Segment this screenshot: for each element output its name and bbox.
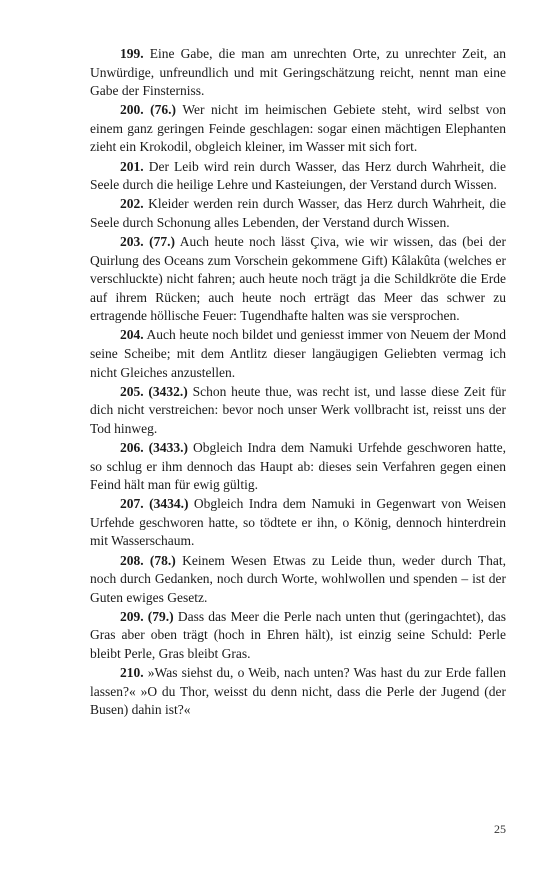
proverb-text: Auch heute noch lässt Çiva, wie wir wissen, das (bei der Quirlung des Oceans zum Vorschein gekommene Gift) Kâlakûta (welches er verschluckte) nicht fahren; auch heute noch trägt ja die Schildkröte die Erde auf ihrem Rücken; auch heute noch erträgt das Meer das schwer zu ertragende höllische Feuer: Tugendhafte halten was sie versprochen. [90, 233, 506, 324]
proverb-text: Obgleich Indra dem Namuki Urfehde geschworen hatte, so schlug er ihm dennoch das Haupt ab: dieses sein Verfahren gegen einen Feind hält man für ewig gültig. [90, 439, 507, 493]
proverb-text: Keinem Wesen Etwas zu Leide thun, weder durch That, noch durch Gedanken, noch durch Worte, wohlwollen und spenden – ist der Guten ewiges Gesetz. [90, 552, 506, 605]
proverb-entry [90, 101, 506, 157]
proverb-number: 201. [120, 158, 144, 174]
proverb-text: Eine Gabe, die man am unrechten Orte, zu unrechter Zeit, an Unwürdige, unfreundlich und mit Geringschätzung reicht, nennt man eine Gabe der Finsterniss. [90, 46, 507, 99]
proverb-entry [90, 608, 506, 664]
proverb-text: Schon heute thue, was recht ist, und lasse diese Zeit für dich nicht verstreichen: bevor noch unser Werk vollbracht ist, reisst uns der Tod hinweg. [90, 383, 507, 436]
proverb-number: 199. [120, 46, 144, 61]
proverb-entry [90, 233, 506, 326]
proverb-text: Obgleich Indra dem Namuki in Gegenwart von Weisen Urfehde geschworen hatte, so tödtete er ihn, o König, dennoch hinterdrein mit Wasserschaum. [90, 496, 506, 549]
proverb-entry [90, 495, 506, 551]
proverb-entry [90, 158, 506, 195]
proverb-entry [90, 439, 506, 495]
proverb-list [90, 45, 506, 720]
proverb-number: 205. (3432.) [120, 383, 188, 399]
proverb-entry [90, 383, 506, 439]
proverb-number: 206. (3433.) [120, 439, 188, 455]
proverb-entry [90, 195, 506, 232]
proverb-number: 202. [120, 196, 144, 212]
proverb-number: 200. (76.) [120, 102, 177, 118]
proverb-number: 203. (77.) [120, 233, 175, 249]
proverb-number: 208. (78.) [120, 552, 176, 568]
proverb-text: Wer nicht im heimischen Gebiete steht, wird selbst von einem ganz geringen Feinde geschlagen: sogar einen mächtigen Elephanten zieht ein Krokodil, obgleich kleiner, im Wasser mit sich fort. [90, 102, 506, 155]
proverb-text: »Was siehst du, o Weib, nach unten? Was hast du zur Erde fallen lassen?« »O du Thor, weisst du denn nicht, dass die Perle der Jugend (der Busen) dahin ist?« [90, 665, 506, 718]
proverb-entry [90, 664, 506, 720]
proverb-number: 210. [120, 665, 144, 681]
proverb-entry [90, 552, 506, 608]
proverb-text: Kleider werden rein durch Wasser, das Herz durch Wahrheit, die Seele durch Schonung alles Lebenden, der Verstand durch Wissen. [90, 196, 506, 230]
proverb-number: 204. [120, 327, 144, 343]
proverb-entry [90, 326, 506, 382]
proverb-text: Dass das Meer die Perle nach unten thut (geringachtet), das Gras aber oben trägt (hoch in Ehren hält), ist einzig seine Schuld: Perle bleibt Perle, Gras bleibt Gras. [90, 608, 506, 661]
proverb-text: Der Leib wird rein durch Wasser, das Herz durch Wahrheit, die Seele durch die heilige Lehre und Kasteiungen, der Verstand durch Wissen. [90, 158, 506, 193]
page-number: 25 [494, 822, 506, 836]
proverb-number: 209. (79.) [120, 608, 174, 624]
proverb-text: Auch heute noch bildet und geniesst immer von Neuem der Mond seine Scheibe; mit dem Antlitz dieser langäugigen Geliebten vermag ich nicht Gleiches anzustellen. [90, 327, 506, 380]
proverb-number: 207. (3434.) [120, 496, 189, 512]
proverb-entry [90, 45, 506, 101]
